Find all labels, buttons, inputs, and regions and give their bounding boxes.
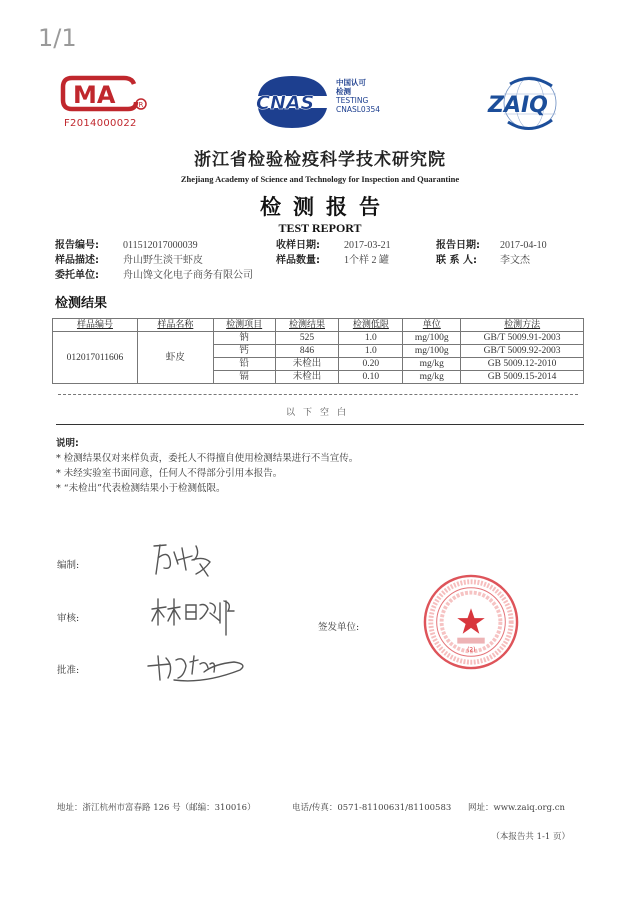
cell-sample-no: 012017011606 [53, 332, 138, 384]
contact-label: 联 系 人: [436, 255, 477, 266]
table-row [53, 332, 584, 345]
footer-phone: 电话/传真：0571-81100631/81100583 [292, 803, 452, 813]
table-header-row [53, 319, 584, 332]
report-date-field [436, 239, 547, 253]
sample-desc-label: 样品描述: [55, 255, 99, 266]
footer-website[interactable]: 网址：www.zaiq.org.cn [468, 803, 565, 813]
report-date-value: 2017-04-10 [500, 240, 547, 251]
cell-result: 未检出 [275, 371, 339, 384]
col-sample-name: 样品名称 [137, 319, 213, 332]
client-label: 委托单位: [55, 270, 99, 281]
cell-item: 镉 [213, 371, 275, 384]
cnas-line1: 中国认可 [336, 78, 366, 87]
footer-address: 地址：浙江杭州市富春路 126 号（邮编：310016） [57, 803, 256, 813]
receive-date-field [276, 239, 391, 253]
receive-date-label: 收样日期: [276, 240, 320, 251]
reviewed-label: 审核: [57, 613, 80, 624]
approved-signature [144, 650, 254, 686]
results-table [52, 318, 584, 384]
reviewed-signature [148, 595, 238, 640]
cell-unit: mg/kg [403, 371, 461, 384]
zaiq-logo-icon [480, 74, 580, 132]
cell-unit: mg/kg [403, 358, 461, 371]
note-item: * “未检出”代表检测结果小于检测低限。 [56, 483, 226, 494]
cell-item: 铅 [213, 358, 275, 371]
cell-sample-name: 虾皮 [137, 332, 213, 384]
svg-text:CNAS: CNAS [256, 92, 315, 114]
section-divider [56, 424, 584, 425]
col-unit: 单位 [403, 319, 461, 332]
institute-name-cn: 浙江省检验检疫科学技术研究院 [194, 150, 446, 170]
report-no-field [55, 239, 198, 253]
cell-unit: mg/100g [403, 345, 461, 358]
results-heading: 检测结果 [55, 296, 108, 311]
contact-field [436, 254, 530, 268]
note-item: * 未经实验室书面同意，任何人不得部分引用本报告。 [56, 468, 283, 479]
col-detection-limit: 检测低限 [339, 319, 403, 332]
cell-unit: mg/100g [403, 332, 461, 345]
cell-limit: 1.0 [339, 345, 403, 358]
notes-title: 说明: [56, 438, 79, 449]
cnas-caption [336, 78, 380, 114]
report-date-label: 报告日期: [436, 240, 480, 251]
note-item: * 检测结果仅对来样负责，委托人不得擅自使用检测结果进行不当宣传。 [56, 453, 359, 464]
cell-item: 钠 [213, 332, 275, 345]
cell-limit: 0.10 [339, 371, 403, 384]
col-test-result: 检测结果 [275, 319, 339, 332]
cell-method: GB 5009.12-2010 [461, 358, 584, 371]
col-sample-no: 样品编号 [53, 319, 138, 332]
cell-limit: 0.20 [339, 358, 403, 371]
cma-logo [58, 72, 158, 134]
cma-code: F2014000022 [64, 118, 137, 129]
cnas-logo [252, 74, 392, 130]
report-no-label: 报告编号: [55, 240, 99, 251]
cell-result: 未检出 [275, 358, 339, 371]
svg-text:ZAIQ: ZAIQ [488, 93, 548, 118]
prepared-signature [148, 540, 218, 580]
cma-logo-icon [58, 72, 158, 120]
cell-limit: 1.0 [339, 332, 403, 345]
svg-text:MA: MA [73, 81, 116, 109]
cnas-line4: CNASL0354 [336, 105, 381, 114]
contact-value: 李文杰 [500, 255, 530, 266]
cell-item: 钙 [213, 345, 275, 358]
col-test-method: 检测方法 [461, 319, 584, 332]
sample-qty-field [276, 254, 389, 268]
notes-section [56, 436, 358, 496]
cnas-line3: TESTING [336, 96, 369, 105]
svg-text:(2): (2) [467, 647, 476, 654]
approved-label: 批准: [57, 665, 80, 676]
receive-date-value: 2017-03-21 [344, 240, 391, 251]
page-counter: 1/1 [38, 24, 77, 52]
cell-method: GB/T 5009.92-2003 [461, 345, 584, 358]
svg-text:R: R [138, 101, 144, 109]
footer-page-count: （本报告共 1-1 页） [491, 832, 570, 842]
cnas-line2: 检测 [336, 87, 351, 96]
cell-method: GB/T 5009.91-2003 [461, 332, 584, 345]
cell-method: GB 5009.15-2014 [461, 371, 584, 384]
report-title-en: TEST REPORT [278, 221, 362, 235]
sample-desc-value: 舟山野生淡干虾皮 [123, 255, 203, 266]
zaiq-logo [480, 74, 580, 132]
prepared-label: 编制: [57, 560, 80, 571]
client-value: 舟山馋文化电子商务有限公司 [123, 270, 253, 281]
issuer-label: 签发单位: [318, 622, 360, 633]
client-field [55, 269, 253, 283]
cell-result: 525 [275, 332, 339, 345]
dashed-divider [58, 394, 578, 396]
report-title-cn: 检测报告 [260, 195, 392, 219]
sample-qty-label: 样品数量: [276, 255, 320, 266]
col-test-item: 检测项目 [213, 319, 275, 332]
sample-desc-field [55, 254, 203, 268]
institute-name-en: Zhejiang Academy of Science and Technology for Inspection and Quarantine [180, 174, 460, 184]
blank-below-note: 以下空白 [285, 408, 354, 418]
official-seal-icon [422, 573, 520, 671]
sample-qty-value: 1个样 2 罐 [344, 255, 389, 266]
report-no-value: 011512017000039 [123, 240, 198, 251]
cell-result: 846 [275, 345, 339, 358]
cnas-logo-icon [252, 74, 334, 130]
